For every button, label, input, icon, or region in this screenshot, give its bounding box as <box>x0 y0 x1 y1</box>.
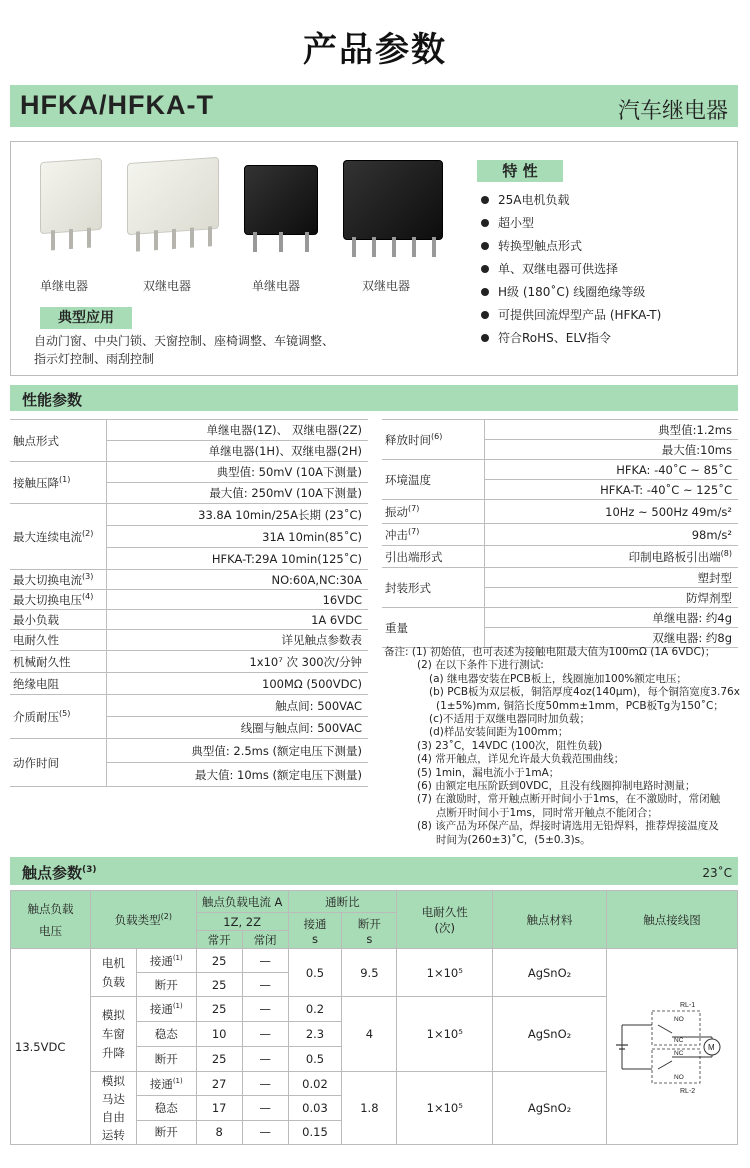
contact-header <box>10 857 738 885</box>
note-line: (3) 23˚C，14VDC (100次，阻性负载) <box>417 739 603 752</box>
load-type: 模拟马达自由运转 <box>90 1072 136 1145</box>
param-label: 动作时间 <box>10 739 106 787</box>
param-label: 最小负载 <box>10 610 106 630</box>
single-relay-black-image <box>244 165 318 235</box>
current-nc: — <box>242 997 288 1022</box>
load-type: 电机负载 <box>90 949 136 997</box>
header-on: 接通 s <box>288 913 342 949</box>
no-label: NO <box>673 1073 684 1081</box>
param-value: 31A 10min(85˚C) <box>106 526 368 548</box>
current-nc: — <box>242 1096 288 1120</box>
header-current: 触点负载电流 A <box>196 891 288 913</box>
note-line: (d)样品安装间距为100mm； <box>429 726 569 739</box>
param-value: 最大值: 10ms (额定电压下测量) <box>106 763 368 787</box>
header-no: 常开 <box>196 931 242 949</box>
rl1-label: RL-1 <box>679 1001 696 1009</box>
rl2-label: RL-2 <box>679 1087 696 1095</box>
feature-item: H级 (180˚C) 线圈绝缘等级 <box>481 283 645 300</box>
param-value: 最大值:10ms <box>484 440 738 460</box>
param-value: 典型值: 2.5ms (额定电压下测量) <box>106 739 368 763</box>
feature-item: 25A电机负载 <box>481 191 569 208</box>
product-caption: 单继电器 <box>252 279 301 293</box>
load-state: 断开 <box>136 973 196 997</box>
current-no: 8 <box>196 1120 242 1144</box>
off-time: 9.5 <box>342 949 397 997</box>
wiring-diagram <box>606 949 737 1145</box>
param-label: 封装形式 <box>382 568 484 608</box>
material: AgSnO₂ <box>493 997 607 1072</box>
load-state: 断开 <box>136 1047 196 1072</box>
nc-label: NC <box>673 1036 684 1044</box>
param-label: 冲击$^{(7)}$ <box>382 524 484 546</box>
header-form: 1Z, 2Z <box>196 913 288 931</box>
current-no: 17 <box>196 1096 242 1120</box>
model-name: HFKA/HFKA-T <box>20 90 214 120</box>
feature-item: 转换型触点形式 <box>481 237 582 254</box>
wiring-diagram-svg <box>612 997 732 1097</box>
param-label: 释放时间$^{(6)}$ <box>382 420 484 460</box>
applications-line: 自动门窗、中央门锁、天窗控制、座椅调整、车镜调整、 <box>34 334 335 348</box>
header-load-type: 负载类型$^{(2)}$ <box>90 891 196 949</box>
header-off: 断开 s <box>342 913 397 949</box>
param-value: 详见触点参数表 <box>106 630 368 651</box>
param-value: 98m/s² <box>484 524 738 546</box>
performance-title: 性能参数 <box>22 391 83 409</box>
performance-table-left <box>10 419 368 787</box>
feature-item: 符合RoHS、ELV指令 <box>481 329 611 346</box>
param-value: 单继电器(1Z)、 双继电器(2Z) <box>106 420 368 441</box>
param-label: 重量 <box>382 608 484 648</box>
load-voltage: 13.5VDC <box>11 949 91 1145</box>
feature-item: 超小型 <box>481 214 534 231</box>
param-value: 典型值:1.2ms <box>484 420 738 440</box>
performance-table-right <box>382 419 738 648</box>
param-value: 16VDC <box>106 590 368 610</box>
param-label: 最大切换电压$^{(4)}$ <box>10 590 106 610</box>
note-line: 时间为(260±3)˚C，(5±0.3)s。 <box>436 833 591 846</box>
param-value: 塑封型 <box>484 568 738 588</box>
note-line: (8) 该产品为环保产品，焊接时请选用无铅焊料，推荐焊接温度及 <box>417 820 719 833</box>
param-label: 环境温度 <box>382 460 484 500</box>
param-value: 10Hz ~ 500Hz 49m/s² <box>484 500 738 524</box>
notes <box>384 646 744 847</box>
off-time: 1.8 <box>342 1072 397 1145</box>
current-nc: — <box>242 949 288 973</box>
life: 1×10⁵ <box>397 997 493 1072</box>
note-line: (b) PCB板为双层板，铜箔厚度4oz(140μm)，每个铜箔宽度3.76x <box>429 686 740 699</box>
param-label: 触点形式 <box>10 420 106 462</box>
param-value: 触点间: 500VAC <box>106 695 368 717</box>
current-nc: — <box>242 973 288 997</box>
param-value: 100MΩ (500VDC) <box>106 673 368 695</box>
load-state: 接通$^{(1)}$ <box>136 997 196 1022</box>
note-line: (2) 在以下条件下进行测试: <box>417 659 544 672</box>
material: AgSnO₂ <box>493 1072 607 1145</box>
on-time: 0.5 <box>288 949 342 997</box>
load-state: 稳态 <box>136 1096 196 1120</box>
off-time: 4 <box>342 997 397 1072</box>
no-label: NO <box>673 1015 684 1023</box>
product-caption: 双继电器 <box>143 279 192 293</box>
applications-title: 典型应用 <box>40 307 132 329</box>
header-nc: 常闭 <box>242 931 288 949</box>
product-caption: 双继电器 <box>362 279 411 293</box>
param-value: HFKA-T: -40˚C ~ 125˚C <box>484 480 738 500</box>
current-nc: — <box>242 1072 288 1096</box>
param-label: 最大切换电流$^{(3)}$ <box>10 570 106 590</box>
current-no: 10 <box>196 1022 242 1047</box>
param-label: 振动$^{(7)}$ <box>382 500 484 524</box>
param-label: 引出端形式 <box>382 546 484 568</box>
param-value: 双继电器: 约8g <box>484 628 738 648</box>
product-caption: 单继电器 <box>40 279 89 293</box>
note-line: (7) 在激励时，常开触点断开时间小于1ms，在不激励时，常闭触 <box>417 793 721 806</box>
current-nc: — <box>242 1047 288 1072</box>
note-line: (6) 由额定电压阶跃到0VDC，且没有线圈抑制电路时测量； <box>417 780 696 793</box>
header-voltage: 触点负载电压 <box>11 891 91 949</box>
header-diagram: 触点接线图 <box>606 891 737 949</box>
nc-label: NC <box>673 1049 684 1057</box>
note-line: 备注: (1) 初始值，也可表述为接触电阻最大值为100mΩ (1A 6VDC)； <box>384 646 716 658</box>
current-no: 25 <box>196 997 242 1022</box>
param-value: 单继电器(1H)、双继电器(2H) <box>106 441 368 462</box>
param-value: 1A 6VDC <box>106 610 368 630</box>
contact-test-temperature: 23˚C <box>702 866 732 880</box>
param-value: 1x10⁷ 次 300次/分钟 <box>106 651 368 673</box>
param-value: HFKA: -40˚C ~ 85˚C <box>484 460 738 480</box>
motor-label: M <box>707 1042 715 1052</box>
material: AgSnO₂ <box>493 949 607 997</box>
param-value: 印制电路板引出端$^{(8)}$ <box>484 546 738 568</box>
features-title: 特 性 <box>477 160 563 182</box>
current-nc: — <box>242 1022 288 1047</box>
param-label: 介质耐压$^{(5)}$ <box>10 695 106 739</box>
param-value: 典型值: 50mV (10A下测量) <box>106 462 368 483</box>
param-value: 线圈与触点间: 500VAC <box>106 717 368 739</box>
header-material: 触点材料 <box>493 891 607 949</box>
load-state: 接通$^{(1)}$ <box>136 1072 196 1096</box>
current-no: 25 <box>196 1047 242 1072</box>
param-label: 机械耐久性 <box>10 651 106 673</box>
param-label: 电耐久性 <box>10 630 106 651</box>
current-no: 25 <box>196 973 242 997</box>
note-line: (5) 1min，漏电流小于1mA； <box>417 766 560 779</box>
on-time: 0.2 <box>288 997 342 1022</box>
param-value: 33.8A 10min/25A长期 (23˚C) <box>106 504 368 526</box>
header-life: 电耐久性 (次) <box>397 891 493 949</box>
life: 1×10⁵ <box>397 1072 493 1145</box>
param-label: 最大连续电流$^{(2)}$ <box>10 504 106 570</box>
current-no: 25 <box>196 949 242 973</box>
load-state: 断开 <box>136 1120 196 1144</box>
on-time: 2.3 <box>288 1022 342 1047</box>
param-label: 绝缘电阻 <box>10 673 106 695</box>
note-line: (4) 常开触点，详见允许最大负载范围曲线； <box>417 753 625 766</box>
contact-title: 触点参数$^{(3)}$ <box>22 864 97 882</box>
life: 1×10⁵ <box>397 949 493 997</box>
current-nc: — <box>242 1120 288 1144</box>
single-relay-white-image <box>40 158 102 234</box>
note-line: (a) 继电器安装在PCB板上，线圈施加100%额定电压； <box>429 672 687 685</box>
param-value: 单继电器: 约4g <box>484 608 738 628</box>
note-line: (c)不适用于双继电器同时加负载； <box>429 713 590 726</box>
param-value: NO:60A,NC:30A <box>106 570 368 590</box>
load-state: 稳态 <box>136 1022 196 1047</box>
param-value: 最大值: 250mV (10A下测量) <box>106 483 368 504</box>
note-line: (1±5%)mm, 铜箔长度50mm±1mm，PCB板Tg为150˚C； <box>436 699 724 712</box>
param-value: HFKA-T:29A 10min(125˚C) <box>106 548 368 570</box>
param-label: 接触压降$^{(1)}$ <box>10 462 106 504</box>
on-time: 0.03 <box>288 1096 342 1120</box>
double-relay-black-image <box>343 160 443 240</box>
contact-table <box>10 890 738 1145</box>
page-title: 产品参数 <box>303 30 447 70</box>
header-ratio: 通断比 <box>288 891 397 913</box>
note-line: 点断开时间小于1ms，同时常开触点不能闭合； <box>436 806 658 819</box>
on-time: 0.5 <box>288 1047 342 1072</box>
current-no: 27 <box>196 1072 242 1096</box>
performance-header <box>10 385 738 411</box>
product-category: 汽车继电器 <box>617 99 728 124</box>
load-state: 接通$^{(1)}$ <box>136 949 196 973</box>
on-time: 0.02 <box>288 1072 342 1096</box>
on-time: 0.15 <box>288 1120 342 1144</box>
feature-item: 单、双继电器可供选择 <box>481 260 618 277</box>
param-value: 防焊剂型 <box>484 588 738 608</box>
double-relay-white-image <box>127 157 219 235</box>
feature-item: 可提供回流焊型产品 (HFKA-T) <box>481 306 661 323</box>
applications-line: 指示灯控制、雨刮控制 <box>34 352 155 366</box>
load-type: 模拟车窗升降 <box>90 997 136 1072</box>
